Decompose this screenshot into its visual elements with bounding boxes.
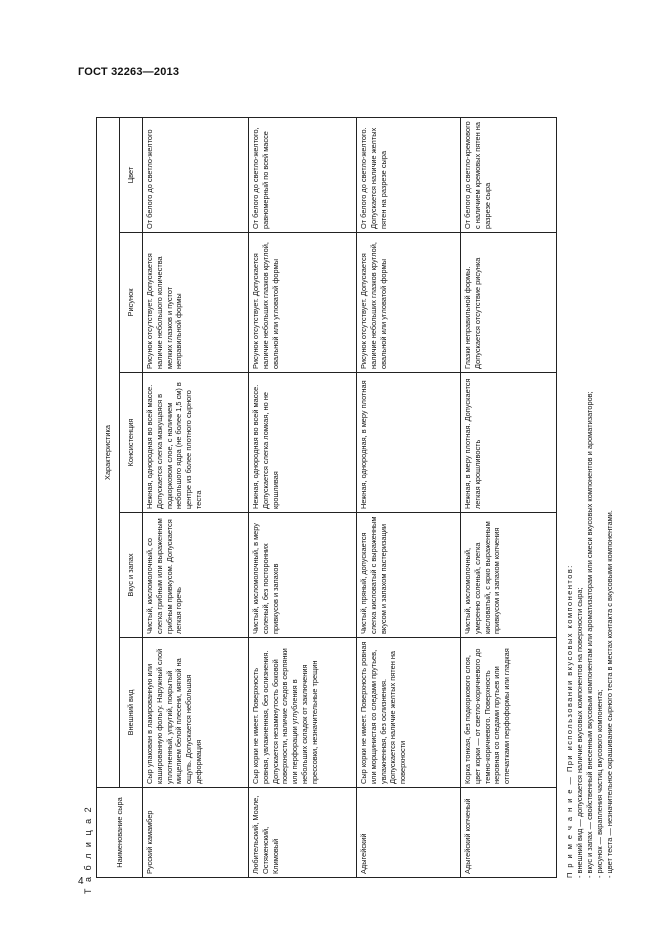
cell-taste: Чистый, кисломолочный, умеренно соленый, слегка кисловатый, с ярко выраженным привкусом и запахом копчения — [461, 513, 557, 638]
cell-name: Адыгейский копченый — [461, 788, 557, 878]
header-appearance: Внешний вид — [120, 638, 143, 788]
cell-pattern: Рисунок отсутствует. Допускается наличие небольших глазков круглой, овальной или угловатой формы — [357, 233, 461, 373]
cell-appearance: Сыр корки не имеет. Поверхность ровная или морщинистая со следами прутьев, увлажненная, без ослизнения. Допускается наличие желтых пятен на поверхности — [357, 638, 461, 788]
note-item: - внешний вид — допускается наличие вкусовых компонентов на поверхности сыра; — [575, 587, 584, 878]
table-row — [249, 118, 357, 878]
cell-appearance: Корка тонкая, без подкоркового слоя, цвет корки — от светло-коричневого до темно-коричневого. Поверхность неровная со следами прутьев или отпечатками перфоформы или гладкая — [461, 638, 557, 788]
cell-consistency: Нежная, однородная во всей массе. Допускается слегка ломкая, но не крошливая — [249, 373, 357, 513]
cell-color: От белого до светло-желтого, равномерный по всей массе — [249, 118, 357, 233]
note-item: - цвет теста — незначительное окрашивание сырного теста в местах контакта с вкусовыми компонентами. — [605, 510, 614, 878]
cell-pattern: Рисунок отсутствует. Допускается наличие небольшого количества мелких глазков и пустот неправильной формы — [143, 233, 249, 373]
cell-color: От белого до светло-желтого — [143, 118, 249, 233]
cell-taste: Чистый, кисломолочный, со слегка грибным или выраженным грибным привкусом. Допускается легкая горечь — [143, 513, 249, 638]
header-taste: Вкус и запах — [120, 513, 143, 638]
table-notes — [565, 118, 615, 878]
cell-taste: Чистый, пряный, допускается слегка кисловатый с выраженным вкусом и запахом пастеризации — [357, 513, 461, 638]
note-item: - рисунок — вкрапления частиц вкусового компонента; — [595, 689, 604, 878]
header-pattern: Рисунок — [120, 233, 143, 373]
document-header: ГОСТ 32263—2013 — [78, 66, 180, 78]
cell-pattern: Рисунок отсутствует. Допускается наличие небольших глазков круглой, овальной или угловатой формы — [249, 233, 357, 373]
cell-consistency: Нежная, в меру плотная. Допускается легкая крошливость — [461, 373, 557, 513]
cell-color: От белого до светло-кремового с наличием кремовых пятен на разрезе сыра — [461, 118, 557, 233]
cell-taste: Чистый, кисломолочный, в меру соленый, без посторонних привкусов и запахов — [249, 513, 357, 638]
cell-consistency: Нежная, однородная во всей массе. Допускается слегка мажущаяся в подкорковом слое, с наличием небольшого ядра (не более 1,5 см) в центре из более плотного сырного теста — [143, 373, 249, 513]
cell-appearance: Сыр упакован в лакированную или кашированную фольгу. Наружный слой уплотненный, упругий, покрытый мицелием белой плесени, мягкой на ощупь. Допускается небольшая деформация — [143, 638, 249, 788]
table-label: Т а б л и ц а 2 — [83, 805, 93, 894]
header-color: Цвет — [120, 118, 143, 233]
header-characteristic: Характеристика — [97, 118, 120, 788]
page-number: 4 — [78, 876, 84, 887]
note-item: - вкус и запах — свойственный внесенным вкусовым компонентам или ароматизаторам или смеси вкусовых компонентов и ароматизаторов; — [585, 391, 594, 878]
cell-name: Русский камамбер — [143, 788, 249, 878]
cell-consistency: Нежная, однородная, в меру плотная — [357, 373, 461, 513]
header-consistency: Консистенция — [120, 373, 143, 513]
table-row — [143, 118, 249, 878]
cell-pattern: Глазки неправильной формы. Допускается отсутствие рисунка — [461, 233, 557, 373]
cell-name: Любительский, Моале, Остяженский, Климовый — [249, 788, 357, 878]
rotated-table-page — [80, 96, 614, 896]
header-name: Наименование сыра — [97, 788, 143, 878]
cell-color: От белого до светло-желтого. Допускается наличие желтых пятен на разрезе сыра — [357, 118, 461, 233]
note-title: П р и м е ч а н и е — При использовании вкусовых компонентов: — [565, 564, 574, 878]
table-row — [461, 118, 557, 878]
table-row — [357, 118, 461, 878]
cell-appearance: Сыр корки не имеет. Поверхность ровная, увлажненная, без ослизнения. Допускается незамкнутость боковой поверхности, наличие следов серпянки или перфорации углубления в небольших складок от заключения прессовки, незначительные трещин — [249, 638, 357, 788]
cell-name: Адыгейский — [357, 788, 461, 878]
characteristics-table — [96, 117, 557, 878]
